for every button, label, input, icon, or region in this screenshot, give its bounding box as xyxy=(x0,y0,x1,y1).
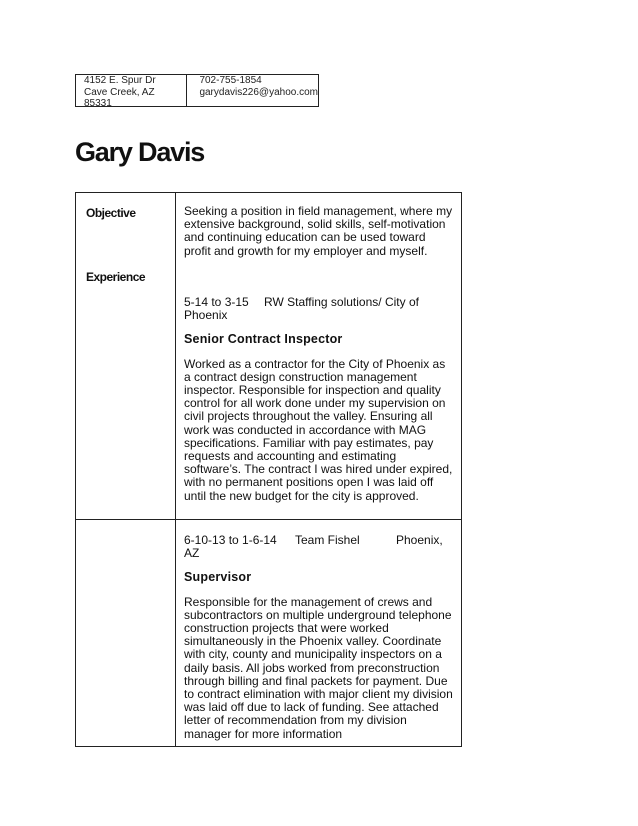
address-line-2: Cave Creek, AZ xyxy=(84,86,155,98)
job-2-employer: Team Fishel xyxy=(295,533,360,547)
job-1-employer-line2: Phoenix xyxy=(184,308,228,323)
phone-email-cell xyxy=(187,75,318,106)
address-line-3: 85331 xyxy=(84,98,112,109)
job-2-header xyxy=(184,534,454,560)
job-2-dates: 6-10-13 to 1-6-14 xyxy=(184,533,277,547)
address-line-1: 4152 E. Spur Dr xyxy=(84,75,156,86)
objective-label: Objective xyxy=(86,206,136,220)
contact-info-table xyxy=(75,74,319,107)
row-divider xyxy=(76,519,461,520)
job-2-location-line2: AZ xyxy=(184,546,200,561)
job-1-employer-line1: RW Staffing solutions/ City of xyxy=(264,295,419,309)
job-entry-2 xyxy=(184,534,454,741)
objective-text: Seeking a position in field management, where my extensive background, solid skills, self-motivation and continuing education can be used toward profit and growth for my employer and myself. xyxy=(184,204,453,258)
address-cell xyxy=(76,75,187,109)
experience-label: Experience xyxy=(86,270,146,284)
resume-table xyxy=(75,192,462,747)
job-1-description: Worked as a contractor for the City of Phoenix as a contract design construction management inspector. Responsible for inspection and quality control for all work done under my supervision on civil projects throughout the valley. Ensuring all work was conducted in accordance with MAG specifications. Familiar with pay estimates, pay requests and accounting and estimating software’s. The contract I was hired under expired, with no permanent positions open I was laid off until the new budget for the city is approved. xyxy=(184,356,453,503)
column-divider xyxy=(175,193,176,746)
email-address: garydavis226@yahoo.com xyxy=(199,86,318,98)
job-2-description: Responsible for the management of crews and subcontractors on multiple underground telephone construction projects that were worked simultaneously in the Phoenix valley. Coordinate with city, county and municipality inspectors on a daily basis. All jobs worked from preconstruction through billing and final packets for payment. Due to contract elimination with major client my division was laid off due to lack of funding. See attached letter of recommendation from my division manager for more information xyxy=(184,594,453,741)
candidate-name: Gary Davis xyxy=(75,137,205,167)
job-2-title: Supervisor xyxy=(184,570,252,585)
job-1-dates: 5-14 to 3-15 xyxy=(184,295,249,309)
job-1-title: Senior Contract Inspector xyxy=(184,332,343,347)
phone-number: 702-755-1854 xyxy=(199,75,262,86)
job-entry-1 xyxy=(184,296,454,503)
job-2-location-line1: Phoenix, xyxy=(396,533,443,547)
job-1-header xyxy=(184,296,454,322)
